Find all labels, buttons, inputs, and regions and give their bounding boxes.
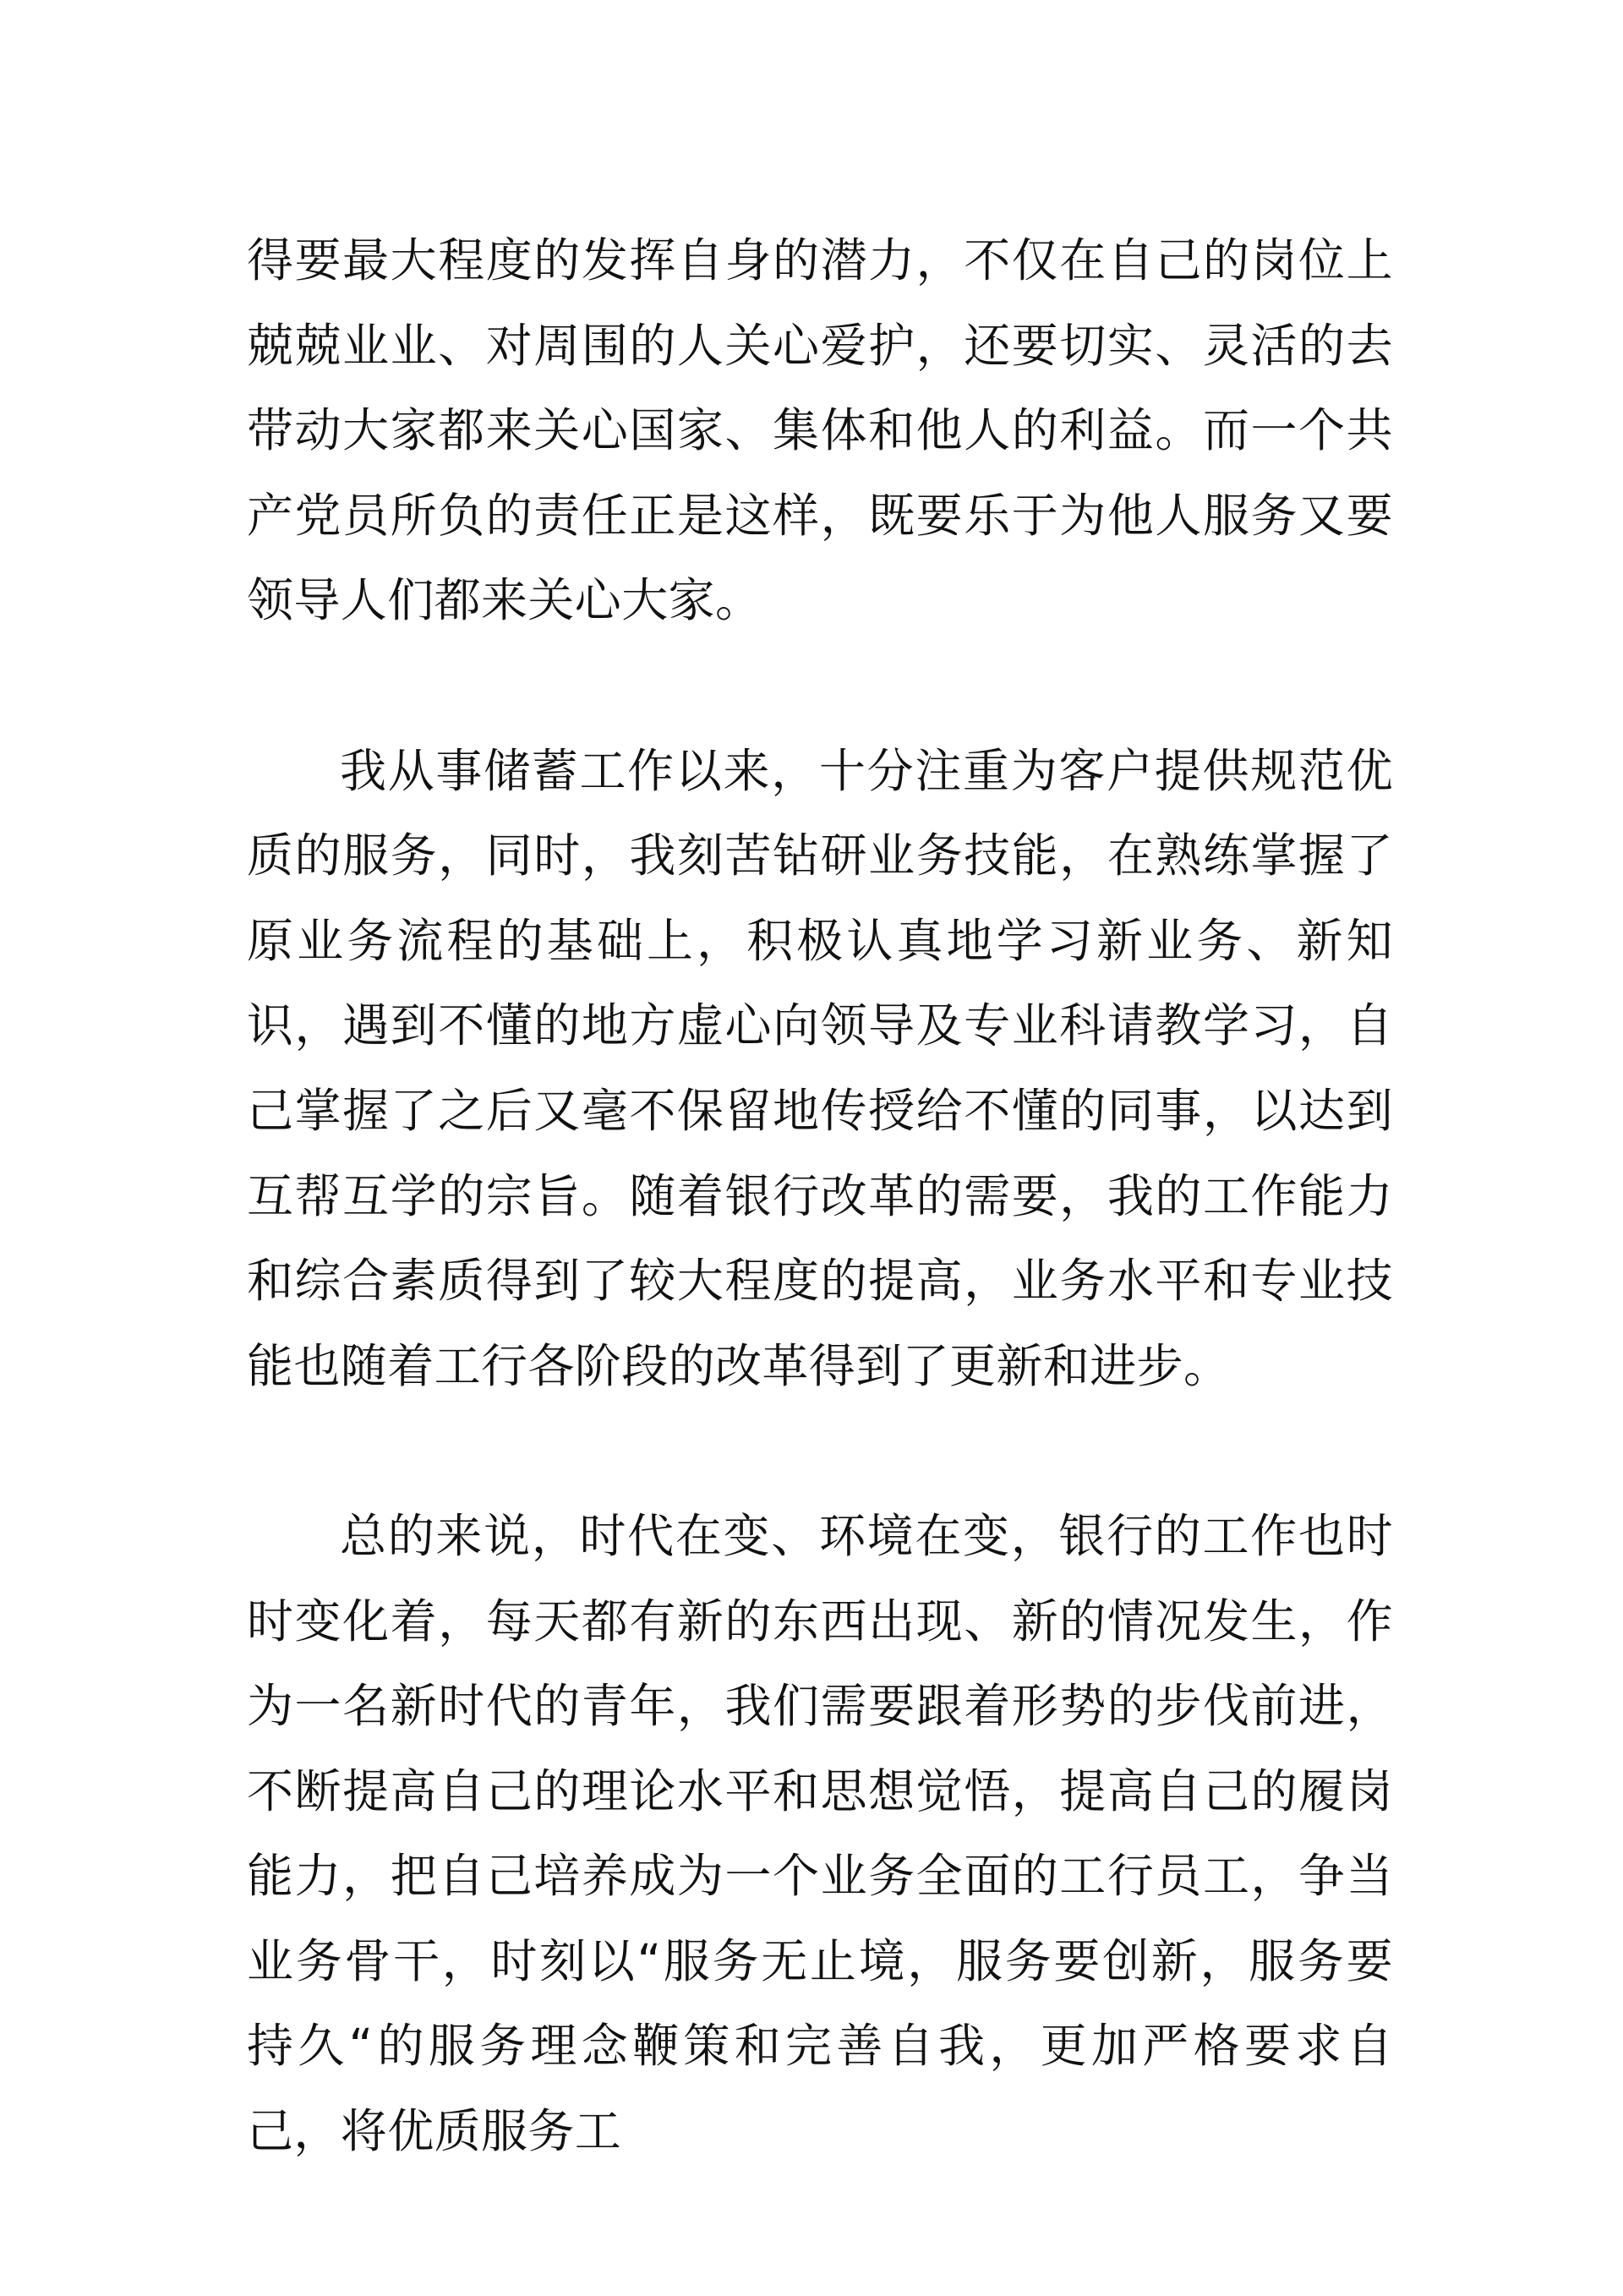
paragraph-1: 得要最大程度的发挥自身的潜力，不仅在自己的岗位上兢兢业业、对周围的人关心爱护，还要切实、灵活的去带动大家都来关心国家、集体和他人的利益。而一个共产党员所负的责任正是这样，既要乐于为他人服务又要领导人们都来关心大家。 [247, 233, 1393, 628]
paragraph-2: 我从事储蓄工作以来，十分注重为客户提供规范优质的服务，同时，我刻苦钻研业务技能，在熟练掌握了原业务流程的基础上，积极认真地学习新业务、新知识，遇到不懂的地方虚心向领导及专业科请教学习，自己掌握了之后又毫不保留地传授给不懂的同事，以达到互帮互学的宗旨。随着银行改革的需要，我的工作能力和综合素质得到了较大程度的提高，业务水平和专业技能也随着工行各阶段的改革得到了更新和进步。 [247, 743, 1393, 1393]
paragraph-3: 总的来说，时代在变、环境在变，银行的工作也时时变化着，每天都有新的东西出现、新的情况发生，作为一名新时代的青年，我们需要跟着形势的步伐前进，不断提高自己的理论水平和思想觉悟，提高自己的履岗能力，把自己培养成为一个业务全面的工行员工，争当业务骨干，时刻以“服务无止境，服务要创新，服务要持久“的服务理念鞭策和完善自我，更加严格要求自己，将优质服务工 [247, 1508, 1393, 2159]
document-body [247, 218, 1393, 2174]
